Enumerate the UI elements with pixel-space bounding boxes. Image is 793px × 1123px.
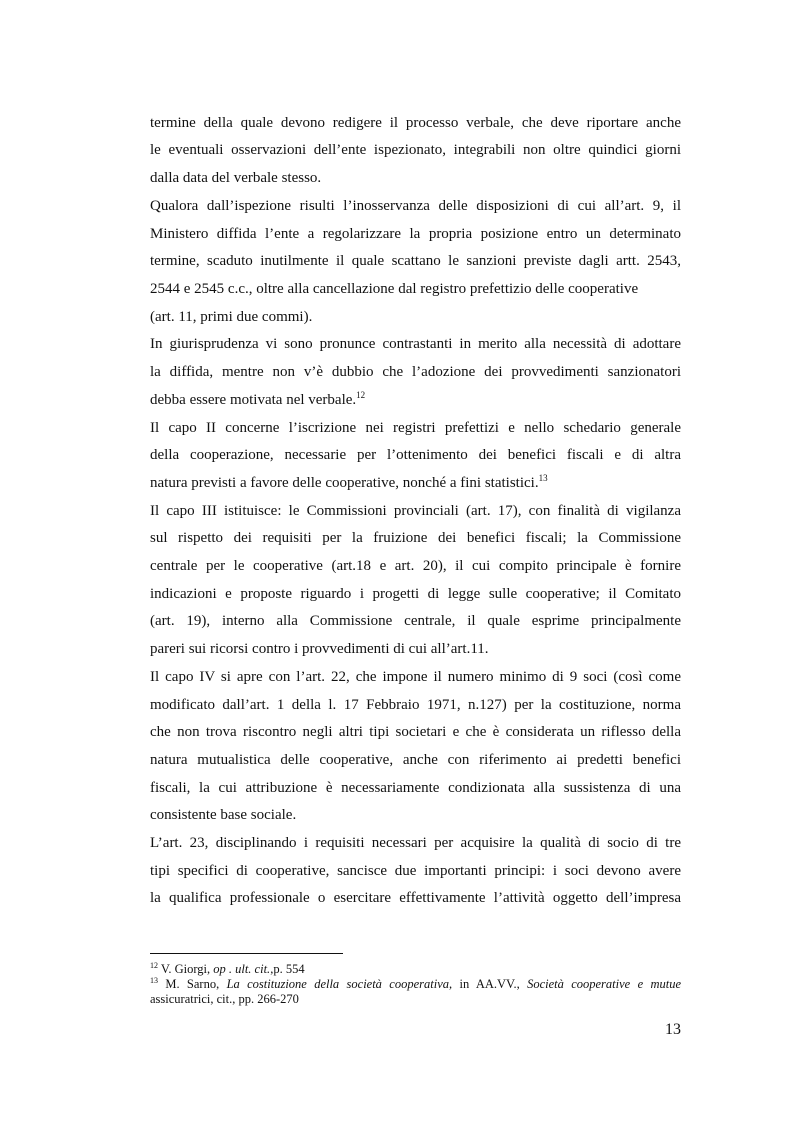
body-line: (art. 19), interno alla Commissione centrale, il quale esprime principalmente bbox=[150, 613, 681, 629]
footnote-text: M. Sarno, bbox=[158, 977, 227, 991]
body-line: In giurisprudenza vi sono pronunce contrastanti in merito alla necessità di adottare bbox=[150, 336, 681, 352]
body-line: della cooperazione, necessarie per l’ottenimento dei benefici fiscali e di altra bbox=[150, 447, 681, 463]
footnote-text: ,p. 554 bbox=[270, 962, 305, 976]
body-line: (art. 11, primi due commi). bbox=[150, 309, 313, 325]
footnote-marker: 12 bbox=[150, 960, 158, 970]
body-line-with-note bbox=[150, 390, 681, 410]
body-line: Ministero diffida l’ente a regolarizzare la propria posizione entro un determinato bbox=[150, 226, 681, 242]
body-line: modificato dall’art. 1 della l. 17 Febbraio 1971, n.127) per la costituzione, norma bbox=[150, 697, 681, 713]
body-line: fiscali, la cui attribuzione è necessariamente condizionata alla sussistenza di una bbox=[150, 780, 681, 796]
body-line: che non trova riscontro negli altri tipi societari e che è considerata un riflesso della bbox=[150, 724, 681, 740]
footnote-13-continuation: assicuratrici, cit., pp. 266-270 bbox=[150, 992, 299, 1006]
footnote-13 bbox=[150, 977, 681, 992]
body-line: Il capo II concerne l’iscrizione nei registri prefettizi e nello schedario generale bbox=[150, 420, 681, 436]
body-line-with-note bbox=[150, 473, 681, 493]
body-line: tipi specifici di cooperative, sancisce due importanti principi: i soci devono avere bbox=[150, 863, 681, 879]
body-line-text: debba essere motivata nel verbale. bbox=[150, 392, 357, 408]
body-line: la diffida, mentre non v’è dubbio che l’adozione dei provvedimenti sanzionatori bbox=[150, 364, 681, 380]
footnote-italic: op . ult. cit. bbox=[213, 962, 271, 976]
body-line: sul rispetto dei requisiti per la fruizione dei benefici fiscali; la Commissione bbox=[150, 530, 681, 546]
body-line-text: natura previsti a favore delle cooperative, nonché a fini statistici. bbox=[150, 475, 539, 491]
footnote-marker: 13 bbox=[150, 975, 158, 985]
body-line: Il capo IV si apre con l’art. 22, che impone il numero minimo di 9 soci (così come bbox=[150, 669, 681, 685]
body-line: consistente base sociale. bbox=[150, 807, 297, 823]
body-line: termine, scaduto inutilmente il quale scattano le sanzioni previste dagli artt. 2543, bbox=[150, 253, 681, 269]
body-line: Qualora dall’ispezione risulti l’inosservanza delle disposizioni di cui all’art. 9, il bbox=[150, 198, 681, 214]
footnote-separator bbox=[150, 953, 343, 954]
body-line: indicazioni e proposte riguardo i progetti di legge sulle cooperative; il Comitato bbox=[150, 586, 681, 602]
footnote-text: in AA.VV., bbox=[452, 977, 528, 991]
footnote-ref-13: 13 bbox=[538, 473, 548, 483]
page-number: 13 bbox=[665, 1021, 681, 1038]
body-line: Il capo III istituisce: le Commissioni provinciali (art. 17), con finalità di vigilanza bbox=[150, 503, 681, 519]
body-line: L’art. 23, disciplinando i requisiti necessari per acquisire la qualità di socio di tre bbox=[150, 835, 681, 851]
body-line: centrale per le cooperative (art.18 e art. 20), il cui compito principale è fornire bbox=[150, 558, 681, 574]
body-line: termine della quale devono redigere il processo verbale, che deve riportare anche bbox=[150, 115, 681, 131]
body-line: pareri sui ricorsi contro i provvedimenti di cui all’art.11. bbox=[150, 641, 489, 657]
footnote-italic: Società cooperative e mutue bbox=[527, 977, 682, 991]
body-line: 2544 e 2545 c.c., oltre alla cancellazione dal registro prefettizio delle cooperative bbox=[150, 281, 639, 297]
body-line: natura mutualistica delle cooperative, anche con riferimento ai predetti benefici bbox=[150, 752, 681, 768]
body-line: le eventuali osservazioni dell’ente ispezionato, integrabili non oltre quindici giorni bbox=[150, 142, 681, 158]
body-line: dalla data del verbale stesso. bbox=[150, 170, 322, 186]
body-line: la qualifica professionale o esercitare effettivamente l’attività oggetto dell’impresa bbox=[150, 890, 681, 906]
footnote-text: V. Giorgi, bbox=[158, 962, 214, 976]
footnote-ref-12: 12 bbox=[356, 390, 366, 400]
footnote-italic: La costituzione della società cooperativa, bbox=[226, 977, 453, 991]
footnote-12 bbox=[150, 962, 681, 977]
